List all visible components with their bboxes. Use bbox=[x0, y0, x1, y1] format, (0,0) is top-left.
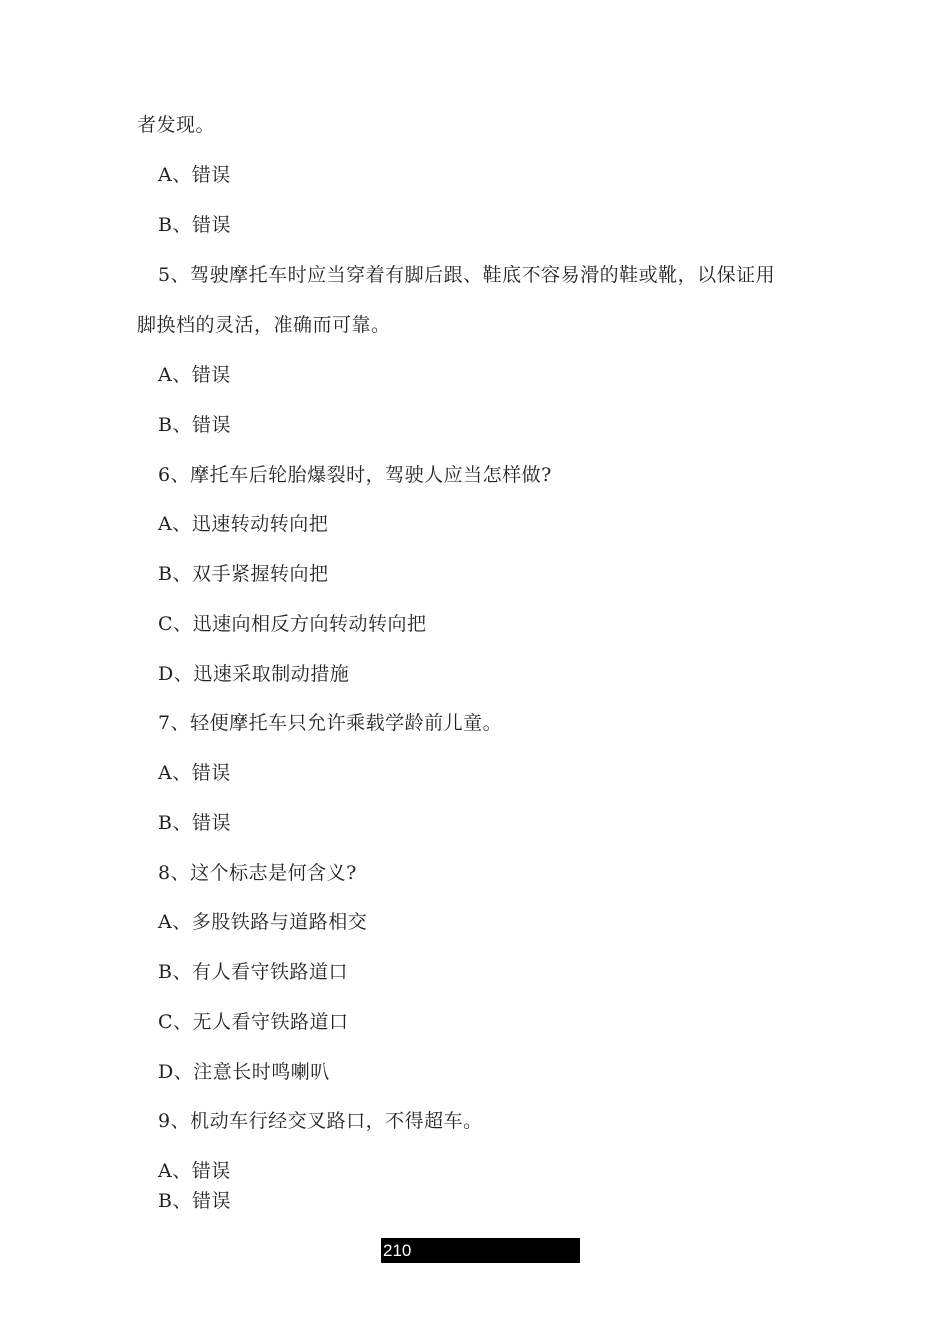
answer-option: A、迅速转动转向把 bbox=[158, 513, 329, 535]
answer-option: B、错误 bbox=[158, 812, 231, 834]
answer-option: A、错误 bbox=[158, 364, 231, 386]
question-text-continued: 脚换档的灵活，准确而可靠。 bbox=[137, 314, 391, 336]
answer-option: A、错误 bbox=[158, 1160, 231, 1182]
question-text: 6、摩托车后轮胎爆裂时，驾驶人应当怎样做? bbox=[158, 464, 552, 486]
answer-option: D、迅速采取制动措施 bbox=[158, 663, 350, 685]
text-line: 者发现。 bbox=[137, 114, 216, 136]
question-text: 8、这个标志是何含义? bbox=[158, 862, 357, 884]
answer-option: A、错误 bbox=[158, 164, 231, 186]
answer-option: A、多股铁路与道路相交 bbox=[158, 911, 368, 933]
answer-option: B、错误 bbox=[158, 214, 231, 236]
answer-option: B、错误 bbox=[158, 414, 231, 436]
question-text: 5、驾驶摩托车时应当穿着有脚后跟、鞋底不容易滑的鞋或靴，以保证用 bbox=[158, 264, 776, 286]
answer-option: C、无人看守铁路道口 bbox=[158, 1011, 349, 1033]
answer-option: C、迅速向相反方向转动转向把 bbox=[158, 613, 427, 635]
answer-option: D、注意长时鸣喇叭 bbox=[158, 1061, 330, 1083]
question-text: 9、机动车行经交叉路口，不得超车。 bbox=[158, 1110, 483, 1132]
question-text: 7、轻便摩托车只允许乘载学龄前儿童。 bbox=[158, 712, 503, 734]
page-number: 210 bbox=[381, 1238, 580, 1263]
answer-option: A、错误 bbox=[158, 762, 231, 784]
answer-option: B、错误 bbox=[158, 1190, 231, 1212]
answer-option: B、双手紧握转向把 bbox=[158, 563, 329, 585]
answer-option: B、有人看守铁路道口 bbox=[158, 961, 348, 983]
